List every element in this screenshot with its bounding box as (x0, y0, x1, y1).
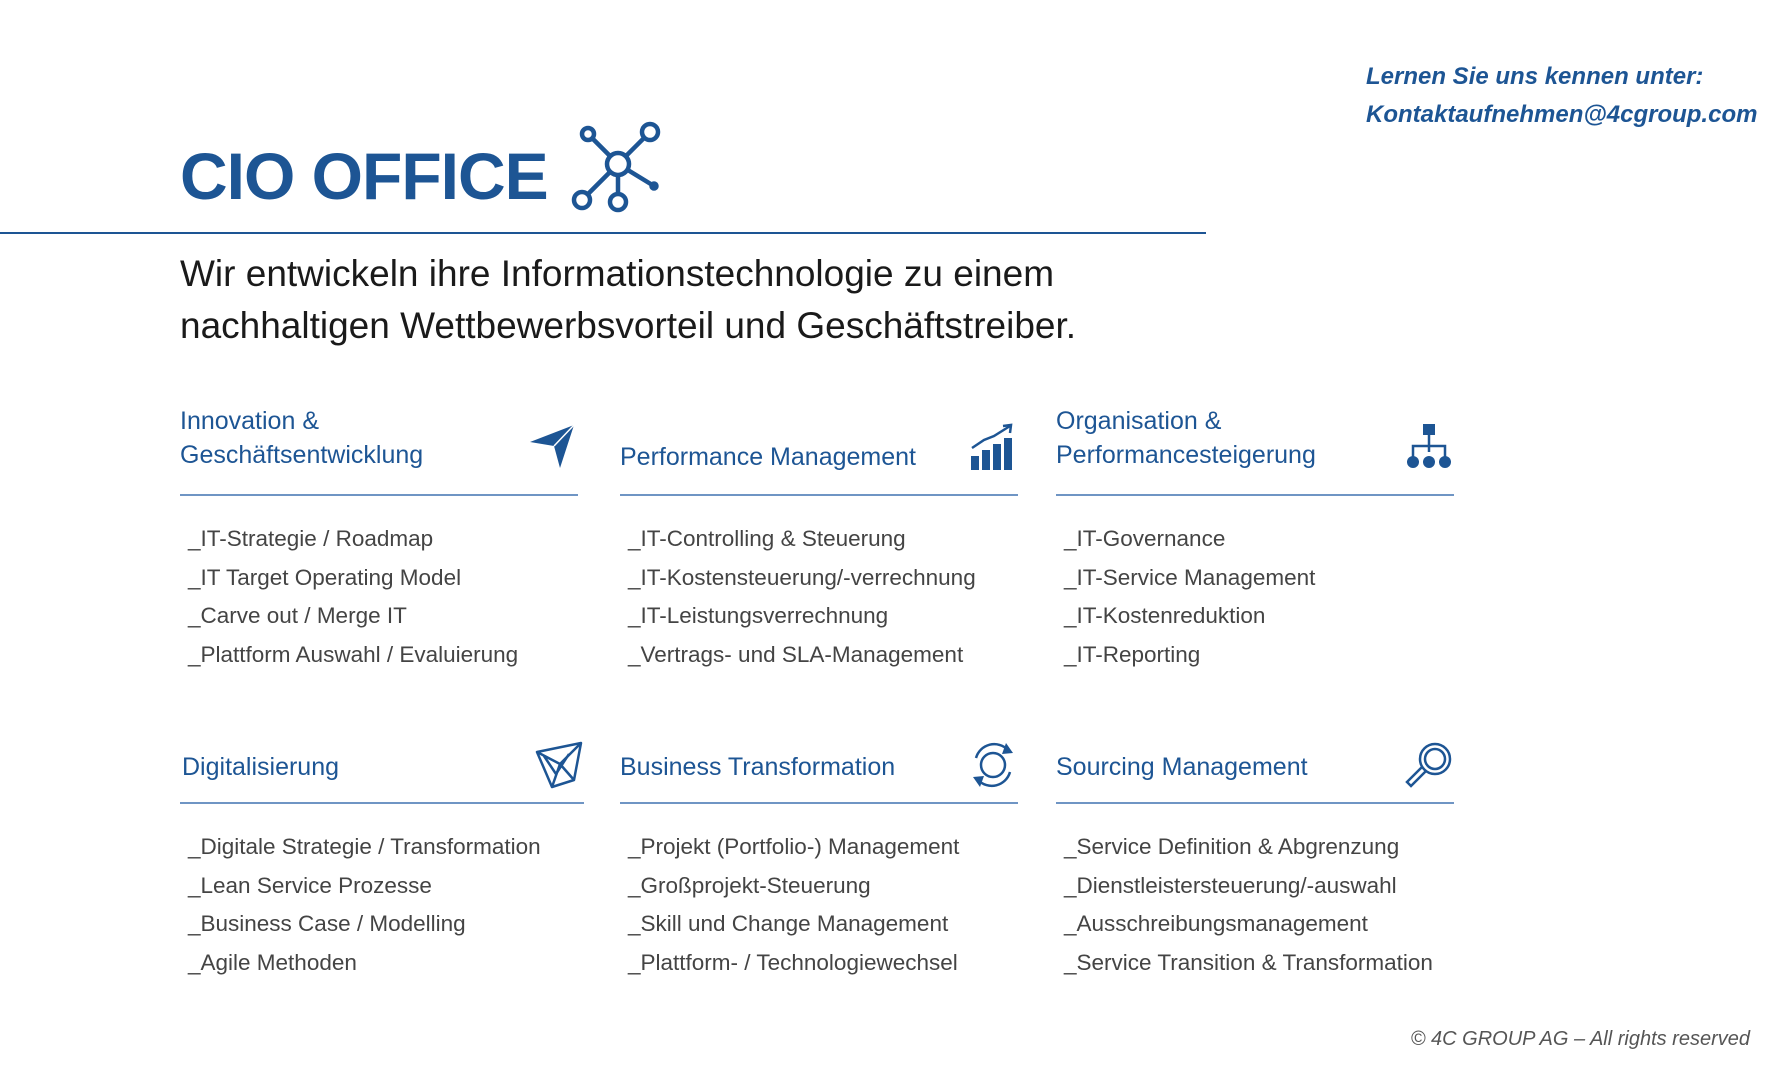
list-item: _Service Definition & Abgrenzung (1064, 834, 1400, 859)
card-title-line: Geschäftsentwicklung (180, 441, 424, 469)
list-item: _IT-Strategie / Roadmap (188, 526, 434, 551)
card-performance-management (620, 398, 1018, 674)
title-divider (0, 232, 1206, 234)
card-item-list (1064, 520, 1454, 674)
list-item: _IT Target Operating Model (188, 564, 462, 590)
contact-intro: Lernen Sie uns kennen unter: (1366, 63, 1704, 90)
list-item: _IT-Reporting (1064, 641, 1201, 667)
list-item: _Projekt (Portfolio-) Management (628, 834, 960, 859)
card-item-list (628, 828, 1018, 982)
card-title-line: Organisation & (1056, 407, 1222, 435)
list-item: _Skill und Change Management (628, 911, 949, 936)
bar-chart-icon (968, 422, 1018, 472)
card-title (1056, 750, 1308, 784)
card-header (1056, 398, 1454, 496)
list-item: _Plattform- / Technologiewechsel (628, 949, 958, 975)
list-item: _Carve out / Merge IT (188, 603, 407, 628)
card-sourcing-management (1056, 738, 1454, 982)
card-title (620, 750, 895, 784)
card-header (620, 738, 1018, 804)
card-business-transformation (620, 738, 1018, 982)
digital-shape-icon (534, 740, 584, 790)
list-item: _Plattform Auswahl / Evaluierung (188, 641, 519, 667)
card-digitalisierung (180, 738, 584, 982)
card-item-list (188, 520, 578, 674)
tagline (180, 248, 1076, 352)
card-item-list (188, 828, 584, 982)
card-title (620, 440, 916, 474)
page-title: CIO OFFICE (180, 139, 548, 213)
list-item: _Digitale Strategie / Transformation (188, 834, 541, 859)
card-item-list (628, 520, 1018, 674)
card-title-line: Sourcing Management (1056, 753, 1308, 781)
paper-plane-icon (528, 422, 578, 472)
list-item: _Dienstleistersteuerung/-auswahl (1064, 872, 1397, 898)
tagline-line-1: Wir entwickeln ihre Informationstechnologie zu einem (180, 253, 1055, 294)
list-item: _IT-Leistungsverrechnung (628, 603, 889, 628)
card-header (180, 398, 578, 496)
list-item: _IT-Controlling & Steuerung (628, 526, 906, 551)
card-header (180, 738, 584, 804)
card-header (1056, 738, 1454, 804)
card-innovation (180, 398, 578, 674)
list-item: _Vertrags- und SLA-Management (628, 641, 964, 667)
contact-block (1366, 58, 1757, 134)
cycle-icon (968, 740, 1018, 790)
list-item: _Großprojekt-Steuerung (628, 872, 871, 898)
list-item: _Lean Service Prozesse (188, 872, 432, 898)
card-header (620, 398, 1018, 496)
list-item: _IT-Governance (1064, 526, 1226, 551)
card-title-line: Digitalisierung (182, 753, 340, 781)
copyright-notice: © 4C GROUP AG – All rights reserved (1410, 1028, 1750, 1050)
list-item: _Ausschreibungsmanagement (1064, 911, 1368, 936)
card-title (1056, 404, 1316, 472)
card-title-line: Business Transformation (620, 753, 896, 781)
list-item: _IT-Service Management (1064, 564, 1316, 590)
card-title-line: Innovation & (180, 407, 319, 435)
list-item: _IT-Kostensteuerung/-verrechnung (628, 564, 976, 590)
list-item: _Service Transition & Transformation (1064, 949, 1433, 975)
list-item: _Agile Methoden (188, 949, 357, 975)
org-chart-icon (1404, 422, 1454, 472)
magnifier-icon (1404, 740, 1454, 790)
network-icon (570, 118, 666, 214)
card-title (182, 750, 339, 784)
contact-email-link[interactable]: Kontaktaufnehmen@4cgroup.com (1366, 101, 1758, 128)
card-title (180, 404, 423, 472)
list-item: _Business Case / Modelling (188, 911, 466, 936)
tagline-line-2: nachhaltigen Wettbewerbsvorteil und Geschäftstreiber. (180, 305, 1077, 346)
list-item: _IT-Kostenreduktion (1064, 603, 1266, 628)
card-organisation (1056, 398, 1454, 674)
card-title-line: Performance Management (620, 443, 916, 471)
card-title-line: Performancesteigerung (1056, 441, 1316, 469)
card-item-list (1064, 828, 1454, 982)
